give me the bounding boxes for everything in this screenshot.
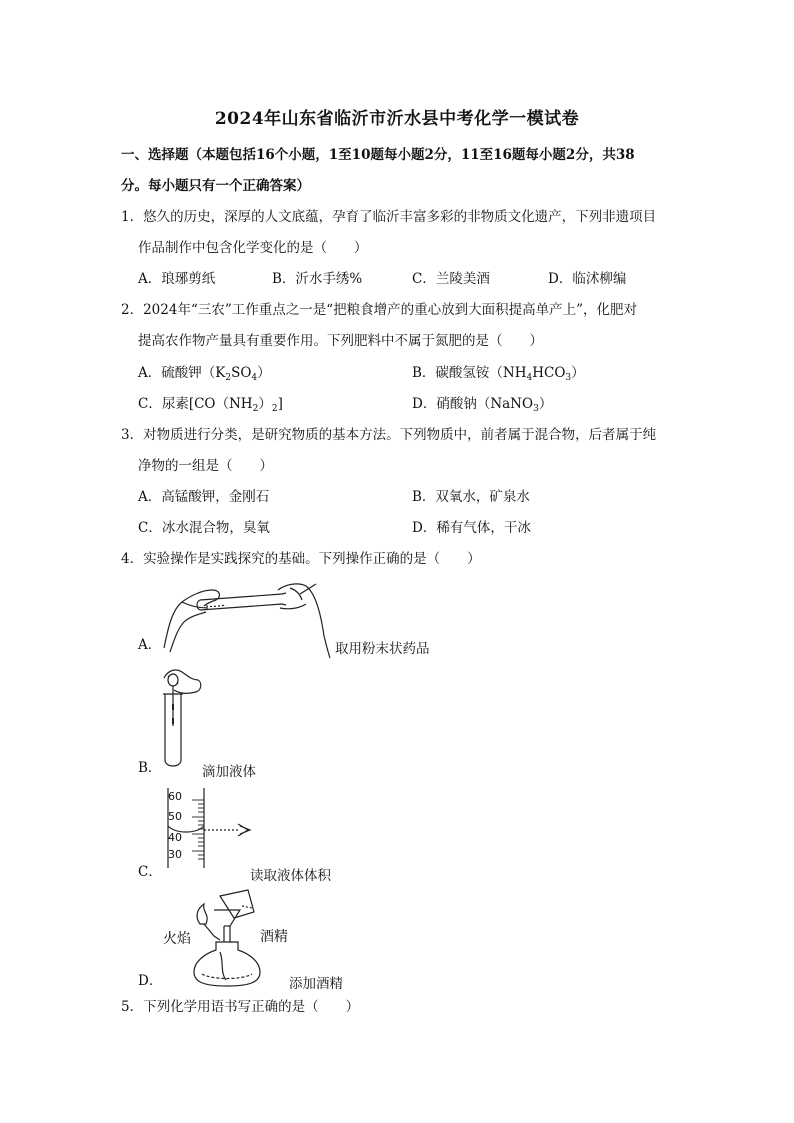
q2-option-c-sub2: 2 [271, 404, 278, 414]
q2-option-c-prefix: C．尿素[CO（NH [138, 396, 253, 412]
tick-label-50: 50 [168, 810, 182, 823]
dropper-figure [158, 664, 208, 770]
q4-option-c-label: C． [138, 864, 162, 880]
q2-option-d-prefix: D．硝酸钠（NaNO [412, 396, 534, 412]
q4-option-d-caption: 添加酒精 [289, 976, 343, 992]
q4-stem: 4．实验操作是实践探究的基础。下列操作正确的是（ ） [121, 551, 481, 567]
q1-option-b: B．沂水手绣% [272, 271, 363, 287]
q3-stem-line2: 净物的一组是（ ） [138, 458, 273, 474]
tick-label-60: 60 [168, 790, 182, 803]
q2-option-c-sub1: 2 [252, 404, 259, 414]
q4-option-c-caption: 读取液体体积 [250, 868, 331, 884]
q2-option-d [412, 395, 552, 418]
q2-option-a-suffix: ） [257, 365, 271, 381]
test-tube-powder-figure [160, 578, 332, 660]
q5-stem: 5．下列化学用语书写正确的是（ ） [121, 999, 360, 1015]
q2-option-a-sub1: 2 [225, 373, 232, 383]
q2-option-b-sub2: 3 [565, 373, 572, 383]
page-title: 2024年山东省临沂市沂水县中考化学一模试卷 [214, 109, 580, 129]
q2-option-d-suffix: ） [538, 396, 553, 412]
q2-option-b-sub1: 4 [526, 373, 533, 383]
q2-option-a-sub2: 4 [251, 373, 258, 383]
q3-stem-line1: 3．对物质进行分类，是研究物质的基本方法。下列物质中，前者属于混合物，后者属于纯 [121, 427, 657, 443]
tick-label-30: 30 [168, 848, 182, 861]
q2-option-c-mid: ） [258, 396, 272, 412]
q1-stem-line1: 1．悠久的历史，深厚的人文底蕴，孕育了临沂丰富多彩的非物质文化遗产，下列非遗项目 [121, 209, 657, 225]
q1-option-c: C．兰陵美酒 [412, 271, 490, 287]
q2-option-a-mid: SO [231, 365, 252, 381]
q2-option-b-mid: HCO [532, 365, 566, 381]
q3-option-b: B．双氧水，矿泉水 [412, 489, 530, 505]
tick-label-40: 40 [168, 831, 182, 844]
q2-option-b [412, 364, 585, 387]
q3-option-d: D．稀有气体，干冰 [412, 520, 531, 536]
q4-option-a-label: A． [138, 637, 162, 653]
section-heading-line1: 一、选择题（本题包括16个小题，1至10题每小题2分，11至16题每小题2分，共38 [121, 147, 635, 163]
section-heading-line2: 分。每小题只有一个正确答案） [121, 178, 310, 194]
q4-option-a-caption: 取用粉末状药品 [335, 641, 430, 657]
q4-option-b-label: B． [138, 760, 162, 776]
q2-option-a [138, 364, 271, 387]
q2-option-b-prefix: B．碳酸氢铵（NH [412, 365, 527, 381]
q1-stem-line2: 作品制作中包含化学变化的是（ ） [138, 240, 368, 256]
q2-option-c [138, 395, 283, 418]
q1-option-d: D．临沭柳编 [548, 271, 627, 287]
q3-option-c: C．冰水混合物，臭氧 [138, 520, 270, 536]
q2-option-b-suffix: ） [571, 365, 585, 381]
q1-option-a: A．琅琊剪纸 [138, 271, 216, 287]
q2-option-d-sub1: 3 [533, 404, 539, 414]
q4-option-d-label: D． [138, 973, 163, 989]
alcohol-label: 酒精 [260, 929, 288, 945]
flame-label: 火焰 [163, 931, 191, 947]
q3-option-a: A．高锰酸钾，金刚石 [138, 489, 270, 505]
q2-option-a-prefix: A．硫酸钾（K [138, 365, 226, 381]
q2-option-c-suffix: ] [277, 396, 283, 412]
q2-stem-line1: 2．2024年“三农”工作重点之一是“把粮食增产的重心放到大面积提高单产上”，化肥对 [121, 302, 638, 318]
q2-stem-line2: 提高农作物产量具有重要作用。下列肥料中不属于氮肥的是（ ） [138, 333, 543, 349]
q4-option-b-caption: 滴加液体 [202, 764, 256, 780]
